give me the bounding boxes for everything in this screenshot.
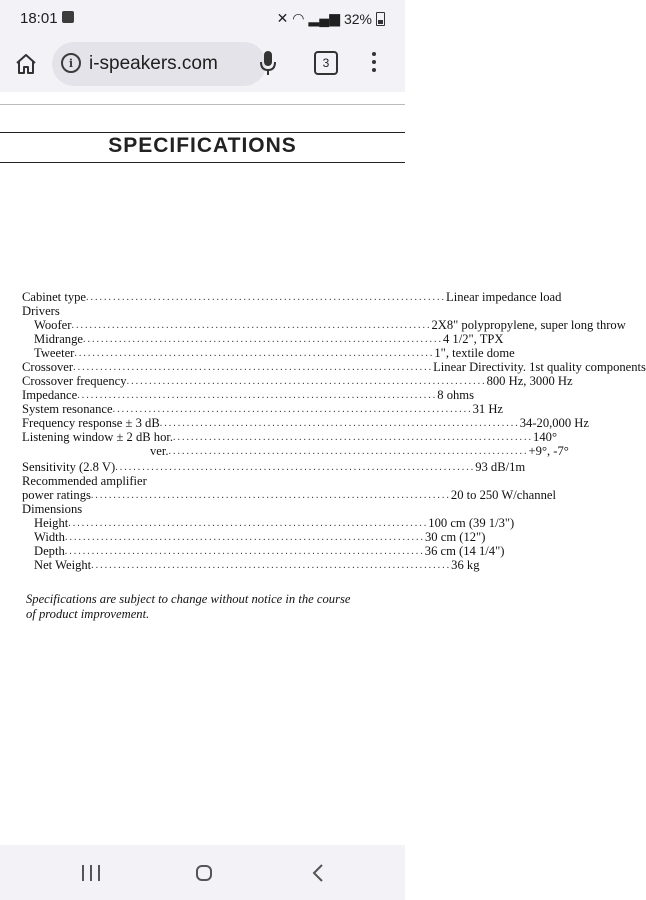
site-info-icon[interactable]: i [61, 53, 81, 73]
spec-label: Sensitivity (2.8 V) [22, 460, 116, 474]
spec-label: Width [34, 530, 65, 544]
spec-row [22, 474, 346, 488]
leader-dots: ................................................................................ [168, 446, 529, 457]
tab-switcher-button[interactable]: 3 [314, 51, 338, 75]
spec-value: Linear impedance load [446, 290, 562, 304]
leader-dots: ................................................................................ [90, 490, 451, 501]
spec-value: 20 to 250 W/channel [450, 488, 556, 502]
status-time: 18:01 [20, 10, 58, 27]
spec-row [22, 374, 573, 388]
spec-row [22, 488, 556, 502]
signal-icon: ▂▄▆ [308, 10, 340, 26]
leader-dots: ................................................................................ [74, 348, 435, 359]
title-rule-bottom [0, 162, 405, 163]
spec-label: System resonance [22, 402, 113, 416]
mic-icon[interactable] [259, 50, 277, 76]
spec-row [34, 544, 505, 558]
spec-value: 2X8" polypropylene, super long throw [431, 318, 626, 332]
spec-value: 8 ohms [437, 388, 474, 402]
spec-label: Tweeter [34, 346, 75, 360]
spec-value: 1", textile dome [434, 346, 515, 360]
leader-dots: ................................................................................ [126, 376, 487, 387]
spec-title: SPECIFICATIONS [108, 134, 297, 157]
spec-row [150, 444, 569, 458]
spec-label: power ratings [22, 488, 91, 502]
spec-label: Woofer [34, 318, 72, 332]
spec-label: ver. [150, 444, 169, 458]
spec-label: Crossover [22, 360, 74, 374]
spec-value: 30 cm (12") [424, 530, 486, 544]
spec-value: 31 Hz [472, 402, 504, 416]
spec-row [34, 530, 486, 544]
spec-row [34, 516, 515, 530]
spec-row [22, 416, 589, 430]
spec-value: 140° [533, 430, 557, 444]
title-rule-top [0, 132, 405, 133]
spec-label: Dimensions [22, 502, 83, 516]
spec-value: 100 cm (39 1/3") [428, 516, 515, 530]
spec-value: +9°, -7° [528, 444, 569, 458]
spec-row [22, 304, 346, 318]
spec-label: Height [34, 516, 69, 530]
leader-dots: ................................................................................ [82, 334, 443, 345]
browser-toolbar [0, 36, 405, 92]
spec-label: Drivers [22, 304, 60, 318]
system-nav-bar [0, 845, 405, 900]
notification-icon [62, 11, 74, 23]
spec-value: 36 kg [451, 558, 480, 572]
spec-label: Midrange [34, 332, 83, 346]
leader-dots: ................................................................................ [115, 462, 476, 473]
spec-value: Linear Directivity. 1st quality components [433, 360, 646, 374]
spec-row [22, 460, 526, 474]
leader-dots: ................................................................................ [73, 362, 434, 373]
address-bar[interactable] [52, 42, 266, 86]
leader-dots: ................................................................................ [112, 404, 473, 415]
spec-value: 34-20,000 Hz [519, 416, 589, 430]
leader-dots: ................................................................................ [68, 518, 429, 529]
spec-value: 36 cm (14 1/4") [424, 544, 505, 558]
spec-row [34, 332, 504, 346]
spec-row [22, 360, 646, 374]
leader-dots: ................................................................................ [159, 418, 520, 429]
leader-dots: ................................................................................ [64, 532, 425, 543]
spec-label: Crossover frequency [22, 374, 127, 388]
spec-label: Frequency response ± 3 dB [22, 416, 160, 430]
leader-dots: ................................................................................ [77, 390, 438, 401]
spec-row [22, 430, 557, 444]
leader-dots: ................................................................................ [64, 546, 425, 557]
top-divider [0, 104, 405, 105]
spec-row [22, 290, 562, 304]
spec-value: 4 1/2", TPX [442, 332, 504, 346]
url-text[interactable]: i-speakers.com [89, 53, 218, 74]
leader-dots: ................................................................................ [91, 560, 452, 571]
spec-label: Listening window ± 2 dB hor. [22, 430, 174, 444]
status-indicators [277, 10, 385, 27]
leader-dots: ................................................................................ [173, 432, 534, 443]
spec-label: Recommended amplifier [22, 474, 147, 488]
spec-label: Cabinet type [22, 290, 87, 304]
status-bar [0, 0, 405, 36]
overflow-menu-icon[interactable] [372, 50, 378, 76]
page-content [0, 92, 646, 845]
home-button[interactable] [196, 865, 212, 881]
back-button[interactable] [311, 863, 325, 883]
spec-row [34, 346, 515, 360]
recent-apps-button[interactable] [82, 865, 100, 881]
spec-value: 800 Hz, 3000 Hz [486, 374, 573, 388]
spec-label: Depth [34, 544, 65, 558]
battery-icon [376, 12, 385, 26]
spec-value: 93 dB/1m [475, 460, 526, 474]
mute-icon: ✕ [276, 10, 289, 26]
leader-dots: ................................................................................ [86, 292, 447, 303]
spec-row [22, 402, 504, 416]
home-icon[interactable] [14, 52, 38, 76]
spec-label: Net Weight [34, 558, 92, 572]
spec-row [34, 318, 626, 332]
wifi-icon: ◠ [292, 10, 305, 26]
battery-level: 32% [343, 10, 372, 27]
spec-row [22, 388, 474, 402]
spec-note: Specifications are subject to change without notice in the course of product improvement. [26, 592, 351, 621]
spec-row [34, 558, 480, 572]
spec-label: Impedance [22, 388, 78, 402]
leader-dots: ................................................................................ [71, 320, 432, 331]
spec-row [22, 502, 346, 516]
